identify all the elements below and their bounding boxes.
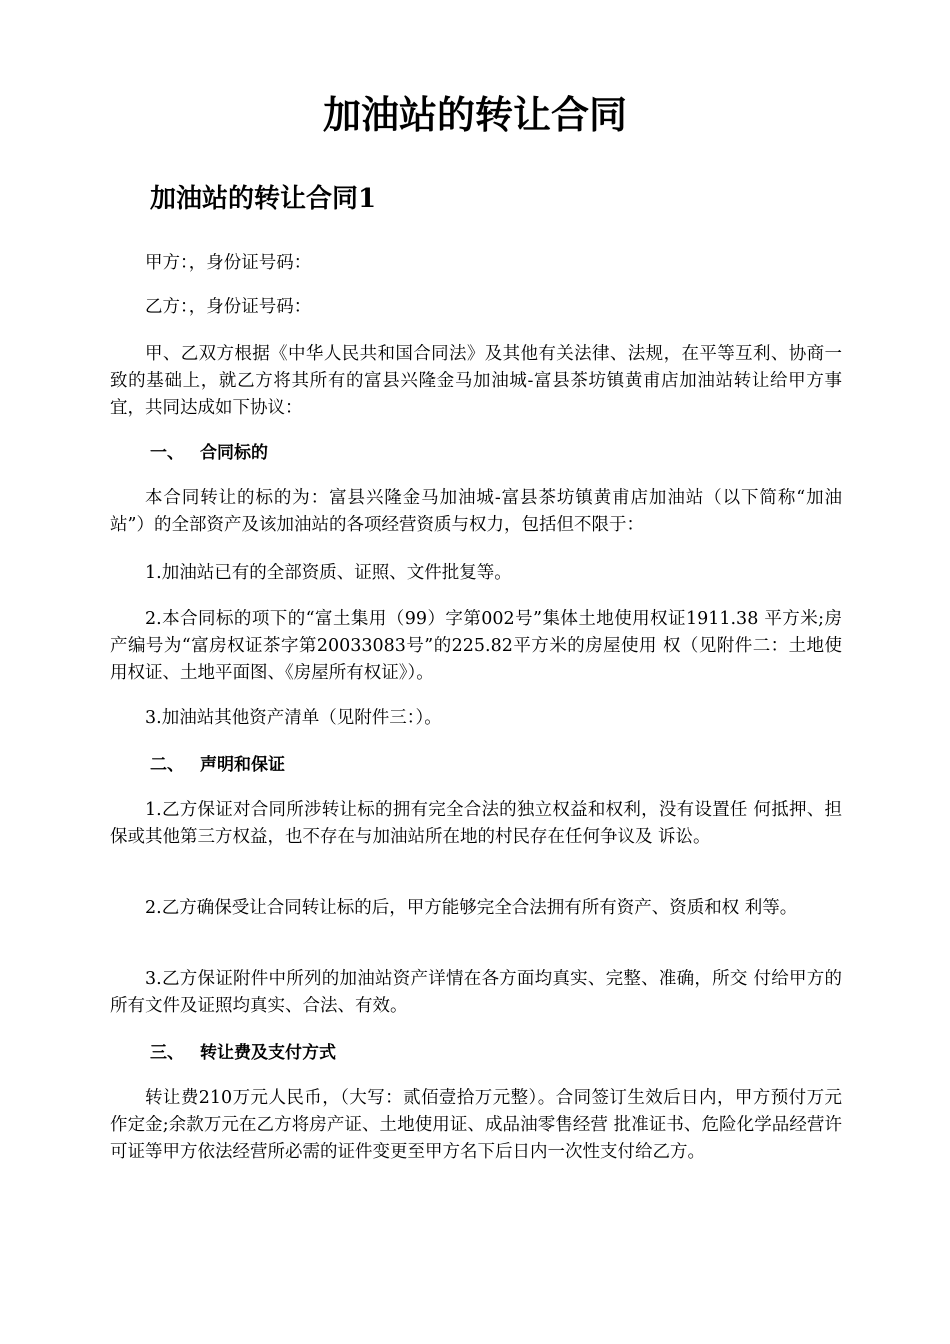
paragraph: 3.乙方保证附件中所列的加油站资产详情在各方面均真实、完整、准确，所交 付给甲方的所有文件及证照均真实、合法、有效。 xyxy=(110,969,842,1016)
section-title: 转让费及支付方式 xyxy=(200,1043,336,1063)
section-number: 三、 xyxy=(150,1043,184,1063)
paragraph: 2.本合同标的项下的“富土集用（99）字第002号”集体土地使用权证1911.38 平方米;房产编号为“富房权证茶字第20033083号”的225.82平方米的房屋使用 权（见附件二：土地使用权证、土地平面图、《房屋所有权证》）。 xyxy=(110,609,842,683)
preamble-paragraph: 甲、乙双方根据《中华人民共和国合同法》及其他有关法律、法规，在平等互利、协商一致的基础上，就乙方将其所有的富县兴隆金马加油城-富县茶坊镇黄甫店加油站转让给甲方事宜，共同达成如下协议： xyxy=(110,344,842,418)
section-number: 一、 xyxy=(150,443,184,463)
section-heading xyxy=(150,752,285,779)
paragraph: 3.加油站其他资产清单（见附件三：）。 xyxy=(145,708,442,728)
section-heading xyxy=(150,440,268,467)
document-subtitle: 加油站的转让合同1 xyxy=(150,184,377,214)
section-number: 二、 xyxy=(150,755,184,775)
paragraph: 2.乙方确保受让合同转让标的后，甲方能够完全合法拥有所有资产、资质和权 利等。 xyxy=(145,898,798,918)
paragraph: 1.加油站已有的全部资质、证照、文件批复等。 xyxy=(145,563,512,583)
party-a-line: 甲方：，身份证号码： xyxy=(145,253,312,273)
paragraph: 本合同转让的标的为：富县兴隆金马加油城-富县茶坊镇黄甫店加油站（以下简称“加油站”）的全部资产及该加油站的各项经营资质与权力，包括但不限于： xyxy=(110,488,842,535)
section-title: 声明和保证 xyxy=(200,755,285,775)
paragraph: 转让费210万元人民币，（大写：贰佰壹拾万元整）。合同签订生效后日内，甲方预付万元作定金;余款万元在乙方将房产证、土地使用证、成品油零售经营 批准证书、危险化学品经营许可证等甲方依法经营所必需的证件变更至甲方名下后日内一次性支付给乙方。 xyxy=(110,1088,842,1162)
section-heading xyxy=(150,1040,336,1067)
section-title: 合同标的 xyxy=(200,443,268,463)
paragraph: 1.乙方保证对合同所涉转让标的拥有完全合法的独立权益和权利，没有设置任 何抵押、担保或其他第三方权益，也不存在与加油站所在地的村民存在任何争议及 诉讼。 xyxy=(110,800,842,847)
document-title: 加油站的转让合同 xyxy=(322,92,627,137)
party-b-line: 乙方：，身份证号码： xyxy=(145,297,312,317)
